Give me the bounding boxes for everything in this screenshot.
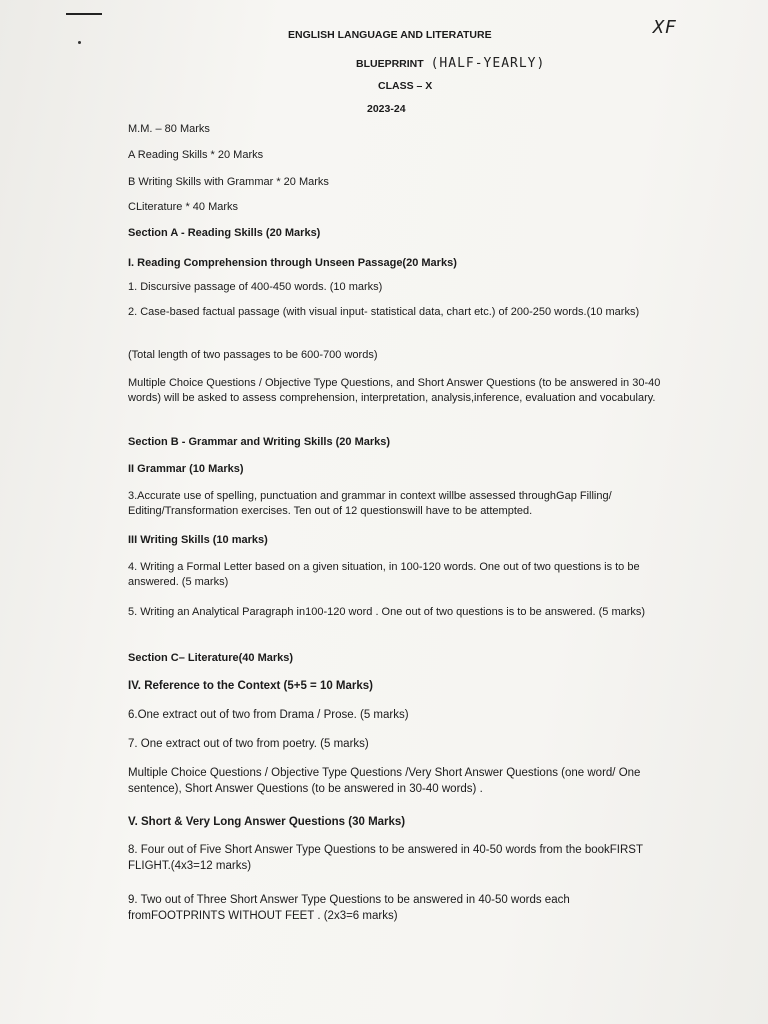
section-b-title: Section B - Grammar and Writing Skills (20 Marks) xyxy=(128,436,391,448)
section-a-reading-comprehension: I. Reading Comprehension through Unseen Passage(20 Marks) xyxy=(128,257,457,269)
question-2: 2. Case-based factual passage (with visual input- statistical data, chart etc.) of 200-250 words.(10 marks) xyxy=(128,306,640,318)
grammar-heading: II Grammar (10 Marks) xyxy=(128,463,244,475)
marks-reading: A Reading Skills * 20 Marks xyxy=(128,149,264,161)
question-4: 4. Writing a Formal Letter based on a given situation, in 100-120 words. One out of two questions is to be answered. (5 marks) xyxy=(128,561,640,588)
blueprint-text: BLUEPRRINT xyxy=(356,58,424,70)
year-label: 2023-24 xyxy=(367,103,406,115)
margin-dash xyxy=(66,13,102,15)
marks-writing: B Writing Skills with Grammar * 20 Marks xyxy=(128,176,329,188)
question-5: 5. Writing an Analytical Paragraph in100-120 word . One out of two questions is to be answered. (5 marks) xyxy=(128,606,646,618)
question-1: 1. Discursive passage of 400-450 words. (10 marks) xyxy=(128,281,383,293)
total-length-note: (Total length of two passages to be 600-700 words) xyxy=(128,349,378,361)
question-7: 7. One extract out of two from poetry. (5 marks) xyxy=(128,738,369,750)
short-long-answer-heading: V. Short & Very Long Answer Questions (30 Marks) xyxy=(128,816,406,828)
question-8: 8. Four out of Five Short Answer Type Questions to be answered in 40-50 words from the bookFIRST FLIGHT.(4x3=12 marks) xyxy=(128,844,643,872)
class-label: CLASS – X xyxy=(378,80,433,92)
question-9: 9. Two out of Three Short Answer Type Questions to be answered in 40-50 words each fromFOOTPRINTS WITHOUT FEET . (2x3=6 marks) xyxy=(128,894,570,922)
max-marks: M.M. – 80 Marks xyxy=(128,123,210,135)
section-c-title: Section C– Literature(40 Marks) xyxy=(128,652,294,664)
question-3: 3.Accurate use of spelling, punctuation and grammar in context willbe assessed throughGap Filling/ Editing/Transformation exercises. Ten out of 12 questionswill have to be attempted. xyxy=(128,490,612,517)
question-6: 6.One extract out of two from Drama / Prose. (5 marks) xyxy=(128,709,409,721)
reference-context-heading: IV. Reference to the Context (5+5 = 10 Marks) xyxy=(128,680,374,692)
section-a-mcq-note: Multiple Choice Questions / Objective Type Questions, and Short Answer Questions (to be answered in 30-40 words) will be asked to assess comprehension, interpretation, analysis,inference, evaluation and vocabulary. xyxy=(128,377,661,404)
document-title: ENGLISH LANGUAGE AND LITERATURE xyxy=(288,29,492,41)
blueprint-label xyxy=(356,56,545,71)
handwritten-class-note: XF xyxy=(653,17,677,38)
section-a-title: Section A - Reading Skills (20 Marks) xyxy=(128,227,321,239)
section-c-mcq-note: Multiple Choice Questions / Objective Type Questions /Very Short Answer Questions (one word/ One sentence), Short Answer Questions (to be answered in 30-40 words) . xyxy=(128,767,641,795)
marks-literature: CLiterature * 40 Marks xyxy=(128,201,239,213)
writing-skills-heading: III Writing Skills (10 marks) xyxy=(128,534,268,546)
handwritten-half-yearly: (HALF-YEARLY) xyxy=(430,56,546,71)
margin-dot xyxy=(78,41,81,44)
